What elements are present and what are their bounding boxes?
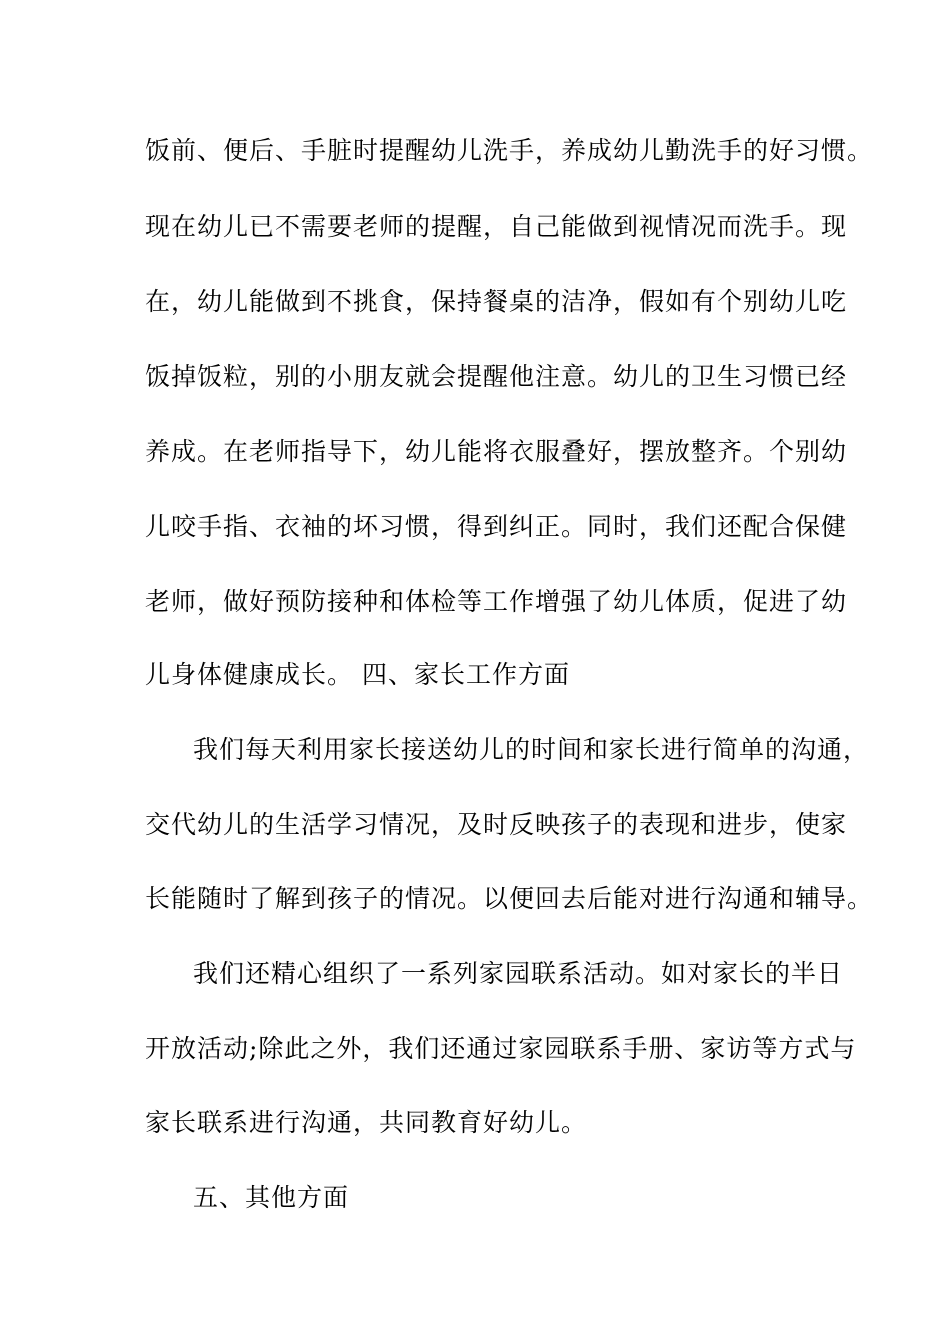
text-line-section-heading: 儿身体健康成长。 四、家长工作方面: [145, 660, 570, 689]
text-line: 现在幼儿已不需要老师的提醒，自己能做到视情况而洗手。现: [145, 212, 848, 241]
text-line: 儿咬手指、衣袖的坏习惯，得到纠正。同时，我们还配合保健: [145, 512, 848, 541]
text-line: 养成。在老师指导下，幼儿能将衣服叠好，摆放整齐。个别幼: [145, 437, 848, 466]
text-line: 开放活动;除此之外，我们还通过家园联系手册、家访等方式与: [145, 1034, 857, 1063]
text-line: 交代幼儿的生活学习情况，及时反映孩子的表现和进步，使家: [145, 810, 848, 839]
text-line: 家长联系进行沟通，共同教育好幼儿。: [145, 1108, 588, 1137]
text-line: 老师，做好预防接种和体检等工作增强了幼儿体质，促进了幼: [145, 587, 848, 616]
text-line: 在，幼儿能做到不挑食，保持餐桌的洁净，假如有个别幼儿吃: [145, 287, 848, 316]
section-heading: 五、其他方面: [193, 1183, 350, 1212]
text-line: 饭掉饭粒，别的小朋友就会提醒他注意。幼儿的卫生习惯已经: [145, 362, 848, 391]
text-line: 饭前、便后、手脏时提醒幼儿洗手，养成幼儿勤洗手的好习惯。: [145, 136, 874, 165]
paragraph-start-line: 我们还精心组织了一系列家园联系活动。如对家长的半日: [193, 959, 844, 988]
text-line: 长能随时了解到孩子的情况。以便回去后能对进行沟通和辅导。: [145, 884, 874, 913]
paragraph-start-line: 我们每天利用家长接送幼儿的时间和家长进行简单的沟通，: [193, 735, 870, 764]
